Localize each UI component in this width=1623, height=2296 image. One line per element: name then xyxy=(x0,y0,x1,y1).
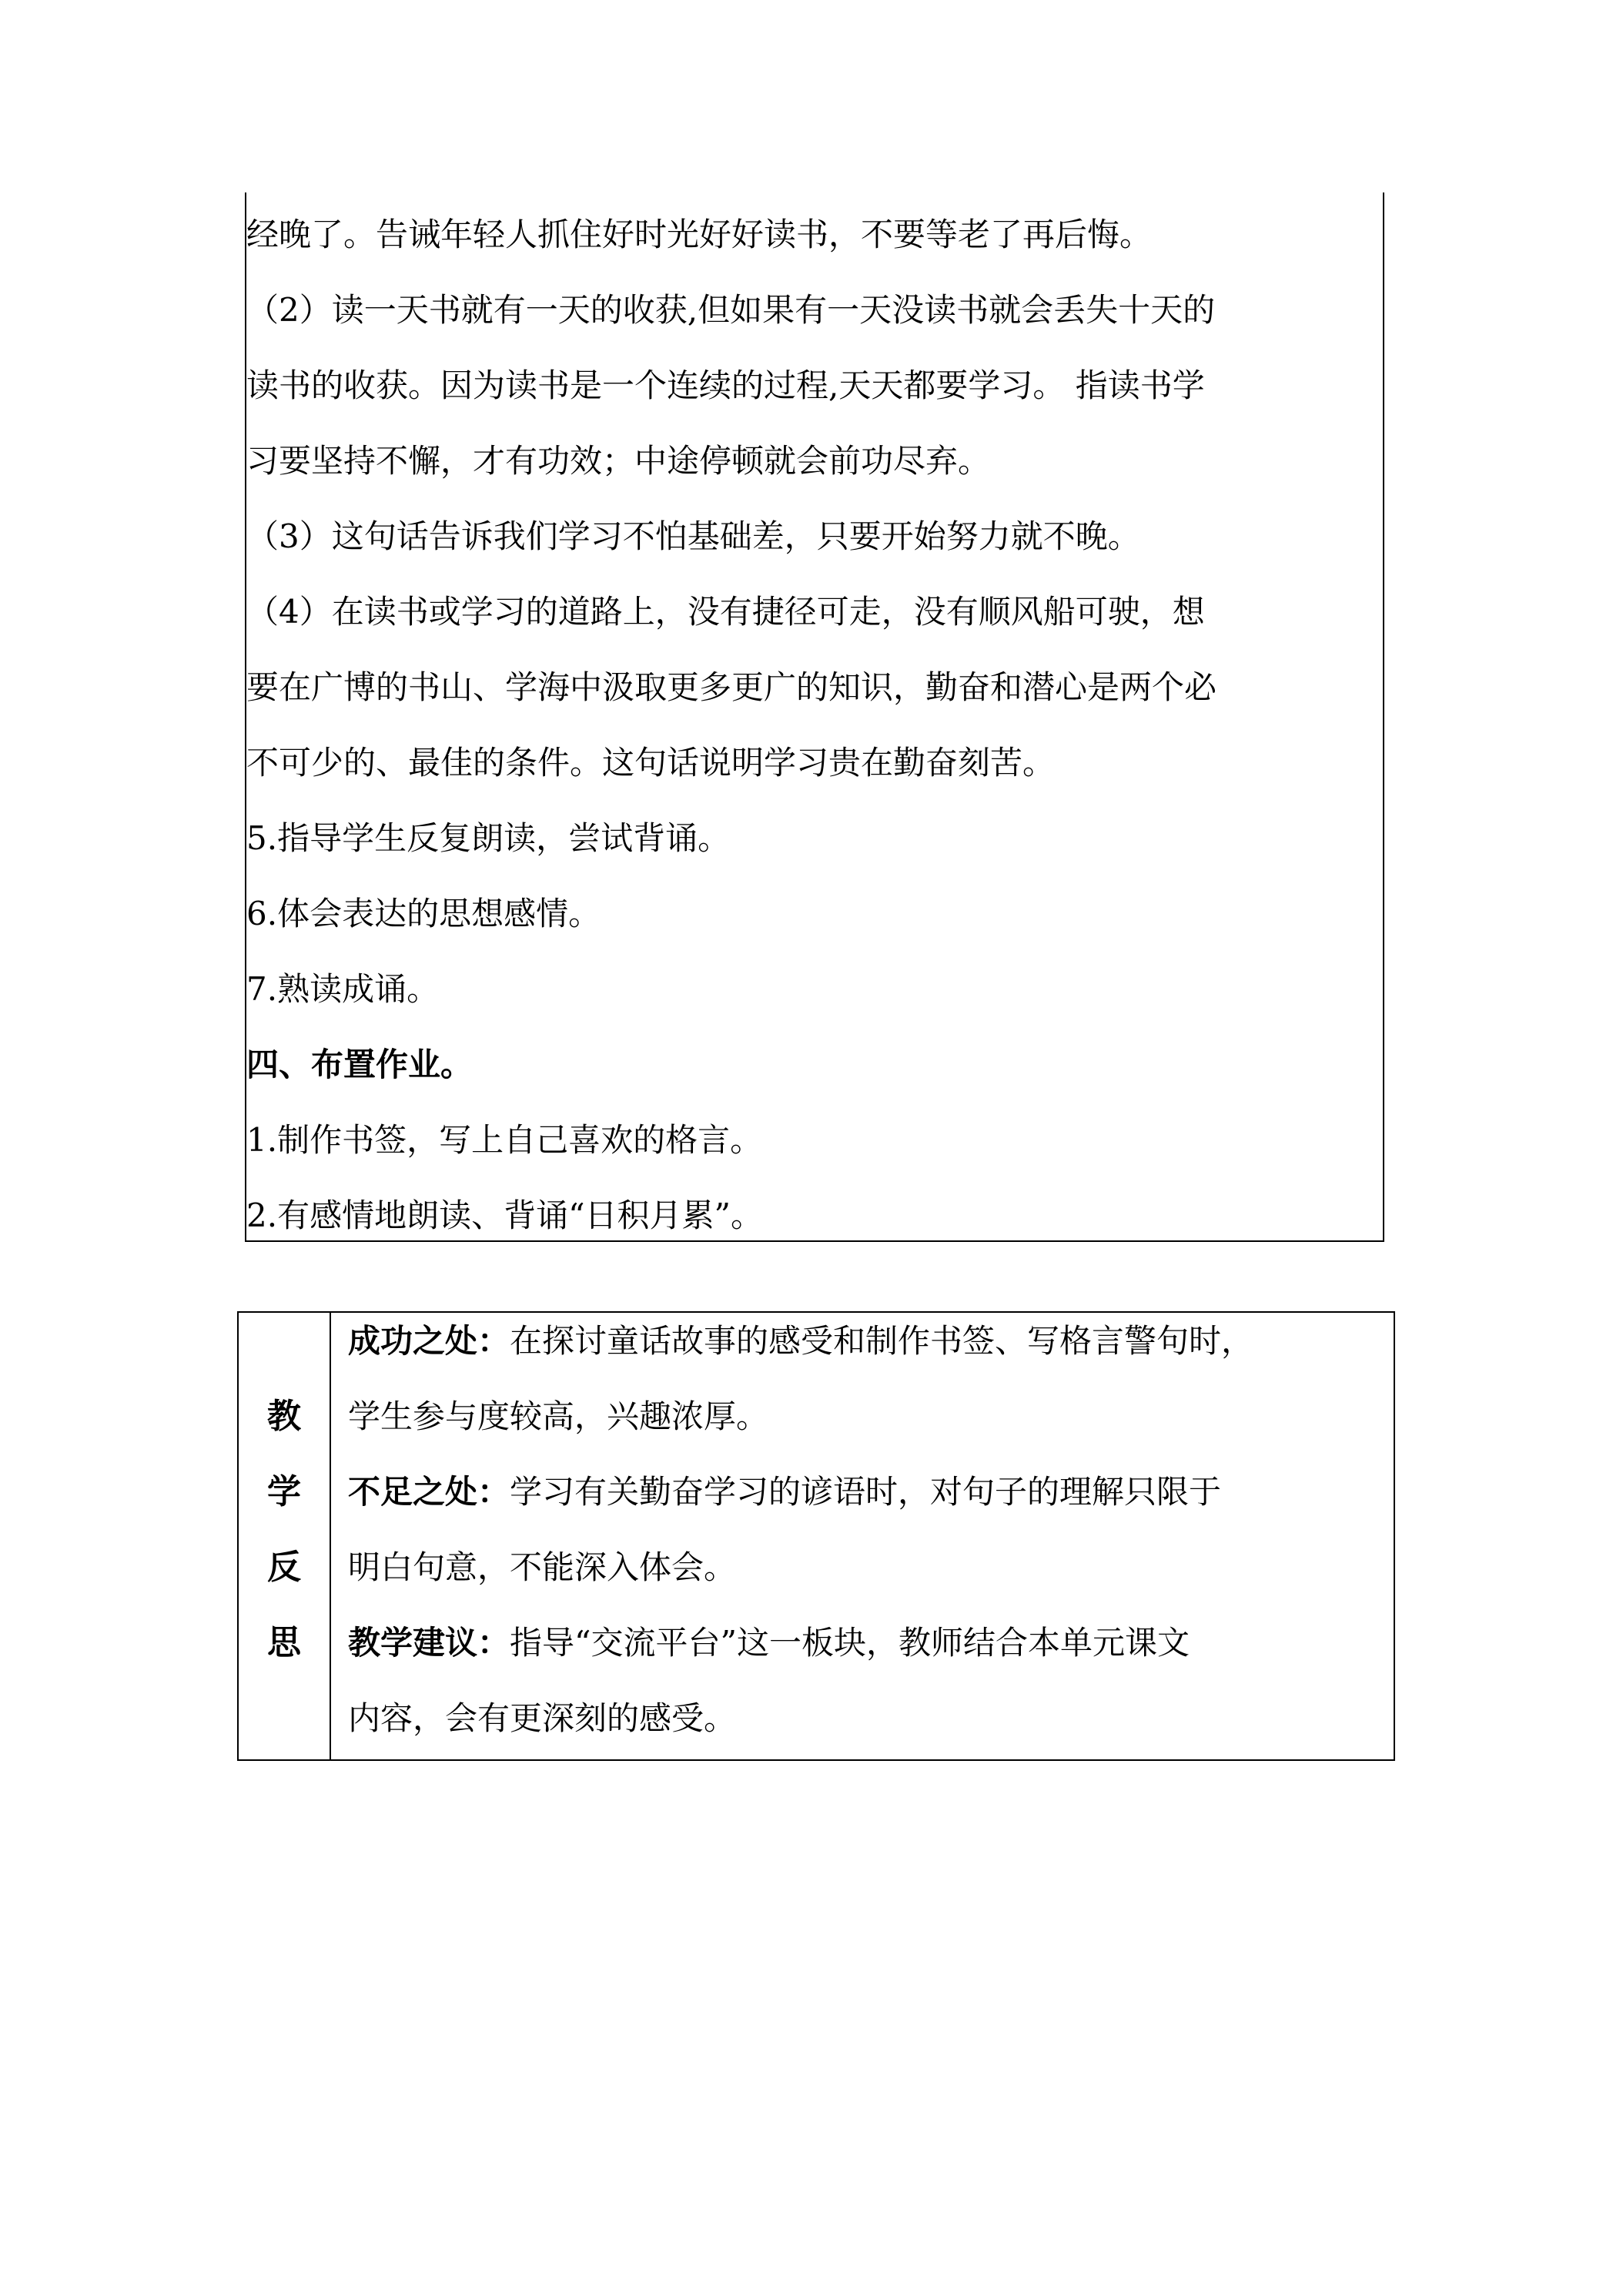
content-line: 2.有感情地朗读、背诵“日积月累”。 xyxy=(246,1197,764,1234)
content-line: 读书的收获。因为读书是一个连续的过程,天天都要学习。 指读书学 xyxy=(246,366,1205,404)
shortfall-label: 不足之处： xyxy=(348,1473,510,1511)
content-line: 不可少的、最佳的条件。这句话说明学习贵在勤奋刻苦。 xyxy=(246,744,1056,782)
content-line: （2）读一天书就有一天的收获,但如果有一天没读书就会丢失十天的 xyxy=(246,291,1216,329)
teaching-reflection-table xyxy=(237,1311,1395,1761)
suggestion-label: 教学建议： xyxy=(348,1624,510,1662)
success-row xyxy=(348,1322,1253,1361)
reflection-label-char: 学 xyxy=(267,1472,301,1511)
content-line: 习要坚持不懈，才有功效；中途停顿就会前功尽弃。 xyxy=(246,442,991,480)
shortfall-row xyxy=(348,1473,1221,1511)
reflection-label-char: 思 xyxy=(267,1623,301,1662)
lesson-content-table-cell xyxy=(245,192,1384,1242)
success-row-continued: 学生参与度较高，兴趣浓厚。 xyxy=(348,1397,769,1435)
content-line: 1.制作书签，写上自己喜欢的格言。 xyxy=(246,1121,763,1159)
content-line: （3）这句话告诉我们学习不怕基础差，只要开始努力就不晚。 xyxy=(246,517,1140,555)
suggestion-row-continued: 内容，会有更深刻的感受。 xyxy=(348,1699,737,1737)
content-line: 要在广博的书山、学海中汲取更多更广的知识，勤奋和潜心是两个必 xyxy=(246,668,1217,706)
content-line: 5.指导学生反复朗读，尝试背诵。 xyxy=(246,819,731,857)
suggestion-text: 指导“交流平台”这一板块，教师结合本单元课文 xyxy=(510,1624,1190,1662)
content-line: 7.熟读成诵。 xyxy=(246,970,440,1008)
success-label: 成功之处： xyxy=(348,1322,510,1360)
column-divider xyxy=(330,1313,331,1759)
shortfall-text: 学习有关勤奋学习的谚语时，对句子的理解只限于 xyxy=(510,1473,1222,1511)
suggestion-row xyxy=(348,1624,1190,1662)
success-text: 在探讨童话故事的感受和制作书签、写格言警句时， xyxy=(510,1322,1254,1360)
reflection-label-char: 教 xyxy=(267,1397,301,1436)
shortfall-row-continued: 明白句意，不能深入体会。 xyxy=(348,1548,737,1586)
content-line: 经晚了。告诫年轻人抓住好时光好好读书，不要等老了再后悔。 xyxy=(246,216,1153,253)
content-line: 6.体会表达的思想感情。 xyxy=(246,895,601,932)
content-line: （4）在读书或学习的道路上，没有捷径可走，没有顺风船可驶，想 xyxy=(246,593,1205,631)
section-heading: 四、布置作业。 xyxy=(246,1046,474,1083)
reflection-label-char: 反 xyxy=(267,1548,301,1587)
